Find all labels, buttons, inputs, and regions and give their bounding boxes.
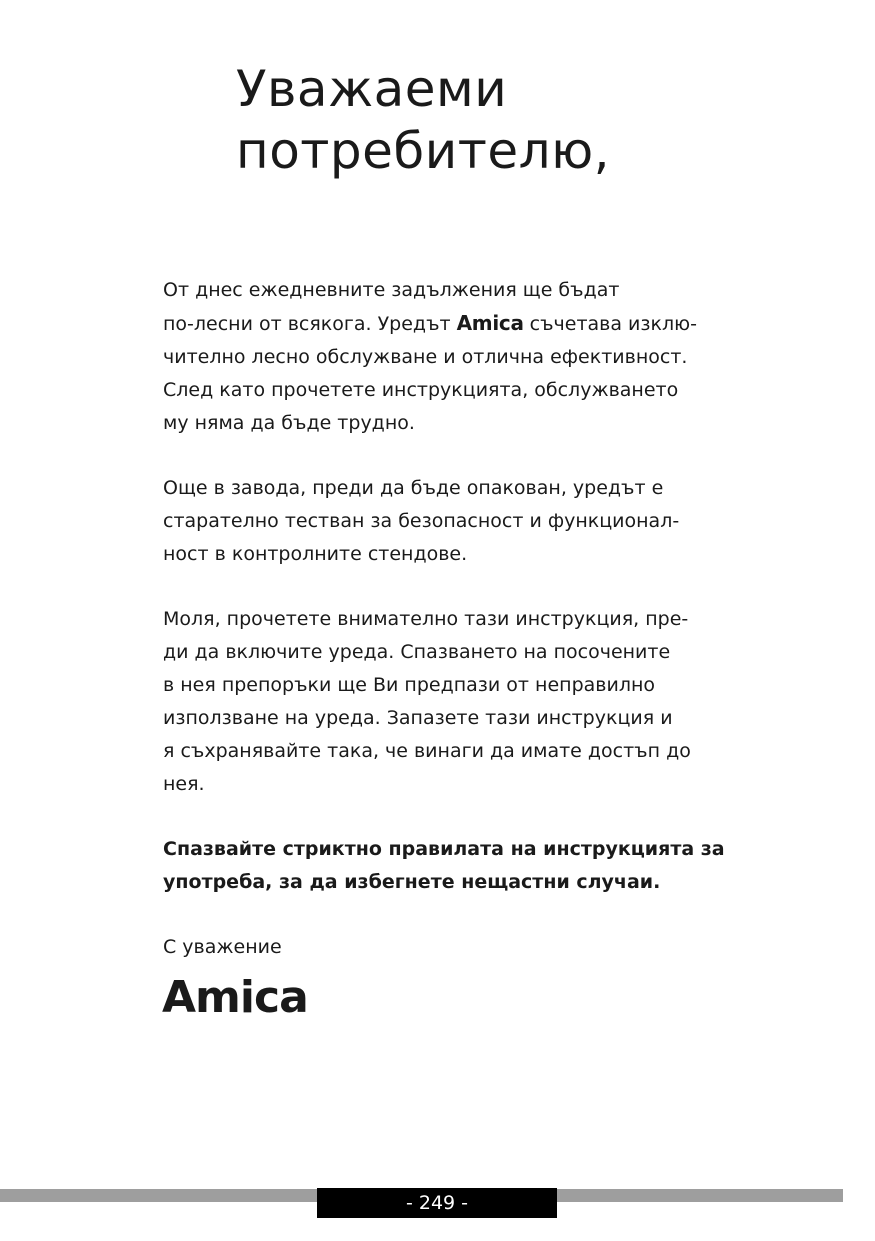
title-line-2: потребителю,	[236, 122, 611, 180]
text-line: Още в завода, преди да бъде опакован, уредът е	[163, 477, 664, 499]
text-line: я съхранявайте така, че винаги да имате достъп до	[163, 740, 691, 762]
closing-salutation: С уважение	[163, 936, 282, 958]
text-line: чително лесно обслужване и отлична ефективност.	[163, 346, 688, 368]
text-line: му няма да бъде трудно.	[163, 412, 415, 434]
text-line: употреба, за да избегнете нещастни случаи.	[163, 871, 661, 893]
paragraph-intro	[163, 274, 723, 440]
text-line: старателно тестван за безопасност и функционал-	[163, 510, 680, 532]
letter-body	[163, 274, 723, 964]
text-line: в нея препоръки ще Ви предпази от неправилно	[163, 674, 656, 696]
amica-logo: Amica	[162, 972, 308, 1023]
paragraph-warning	[163, 833, 723, 899]
brand-inline-logo: Amica	[456, 311, 524, 335]
paragraph-read-instructions	[163, 603, 723, 801]
text-line: Спазвайте стриктно правилата на инструкцията за	[163, 838, 725, 860]
text-line: Моля, прочетете внимателно тази инструкция, пре-	[163, 608, 689, 630]
text-fragment: по-лесни от всякога. Уредът	[163, 313, 457, 335]
text-line-with-brand	[163, 307, 723, 341]
text-fragment: съчетава изклю-	[523, 313, 697, 335]
text-line: След като прочетете инструкцията, обслужването	[163, 379, 679, 401]
title-line-1: Уважаеми	[236, 60, 508, 118]
paragraph-testing	[163, 472, 723, 571]
page-number: - 249 -	[317, 1188, 557, 1218]
page-title	[236, 58, 610, 182]
text-line: ди да включите уреда. Спазването на посочените	[163, 641, 671, 663]
text-line: използване на уреда. Запазете тази инструкция и	[163, 707, 673, 729]
text-line: От днес ежедневните задължения ще бъдат	[163, 279, 620, 301]
text-line: ност в контролните стендове.	[163, 543, 468, 565]
text-line: нея.	[163, 773, 205, 795]
